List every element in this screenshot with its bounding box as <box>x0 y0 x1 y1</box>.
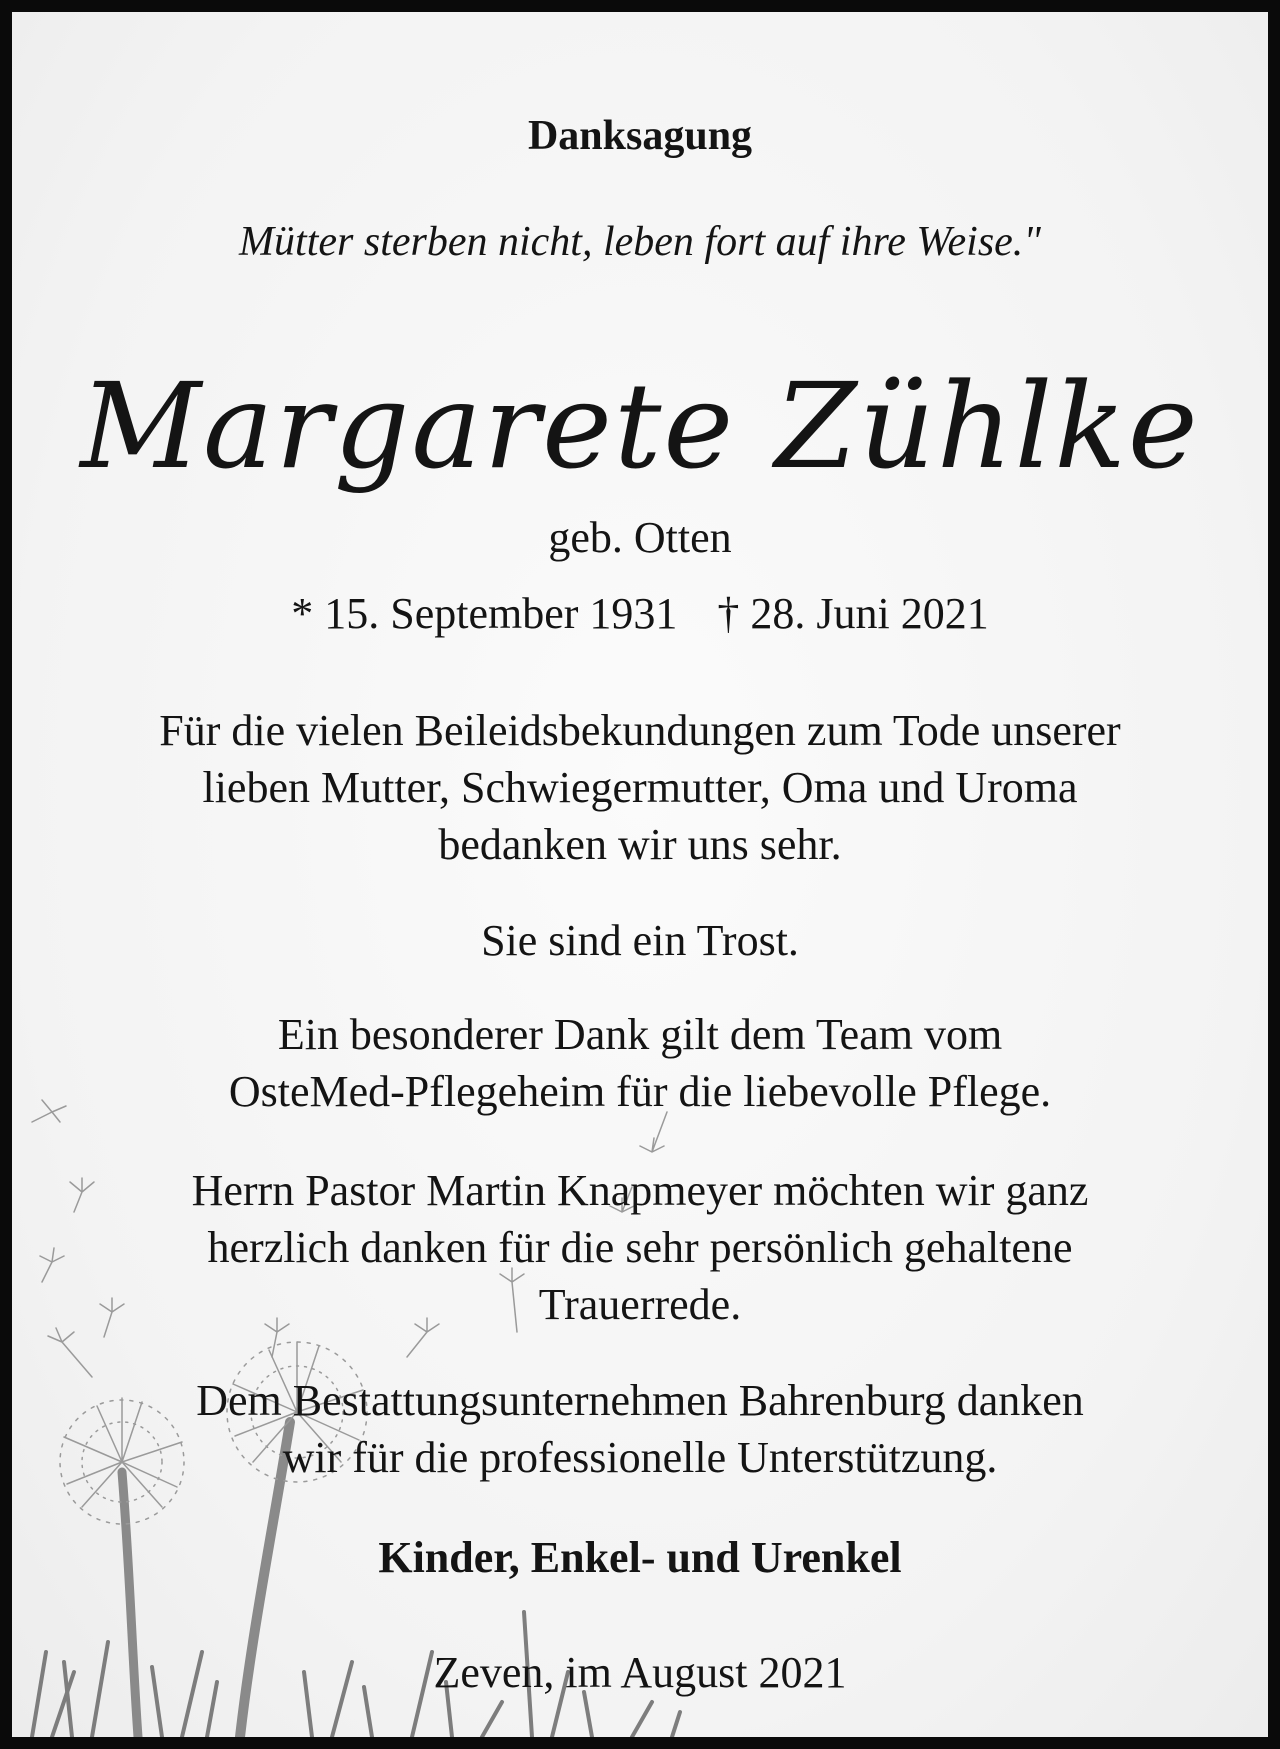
notice-heading: Danksagung <box>527 113 753 159</box>
paragraph-line: Ein besonderer Dank gilt dem Team vom <box>277 1010 1003 1059</box>
paragraph-line: OsteMed-Pflegeheim für die liebevolle Pflege. <box>228 1067 1052 1116</box>
paragraph-line: bedanken wir uns sehr. <box>438 820 842 869</box>
thanks-paragraph-condolences <box>52 702 1228 873</box>
birth-name: geb. Otten <box>548 513 732 562</box>
paragraph-line: wir für die professionelle Unterstützung. <box>282 1433 998 1482</box>
life-dates <box>52 588 1228 639</box>
paragraph-line: Trauerrede. <box>538 1280 742 1329</box>
death-date: † 28. Juni 2021 <box>717 589 989 638</box>
notice-motto: Mütter sterben nicht, leben fort auf ihre Weise." <box>239 219 1041 265</box>
thanks-paragraph-pastor <box>52 1162 1228 1333</box>
birth-date: * 15. September 1931 <box>291 589 678 638</box>
paragraph-line: Herrn Pastor Martin Knapmeyer möchten wir ganz <box>191 1166 1089 1215</box>
thanks-paragraph-comfort <box>52 912 1228 969</box>
place-and-date: Zeven, im August 2021 <box>433 1648 847 1697</box>
deceased-name: Margarete Zühlke <box>80 357 1200 495</box>
paragraph-line: lieben Mutter, Schwiegermutter, Oma und Uroma <box>202 763 1078 812</box>
paragraph-line: Für die vielen Beileidsbekundungen zum Tode unserer <box>159 706 1121 755</box>
paragraph-line: herzlich danken für die sehr persönlich gehaltene <box>207 1223 1073 1272</box>
thanks-paragraph-care-home <box>52 1006 1228 1120</box>
family-signature: Kinder, Enkel- und Urenkel <box>378 1533 902 1582</box>
paragraph-line: Sie sind ein Trost. <box>481 916 799 965</box>
paragraph-line: Dem Bestattungsunternehmen Bahrenburg danken <box>196 1376 1084 1425</box>
thanks-paragraph-funeral-home <box>52 1372 1228 1486</box>
